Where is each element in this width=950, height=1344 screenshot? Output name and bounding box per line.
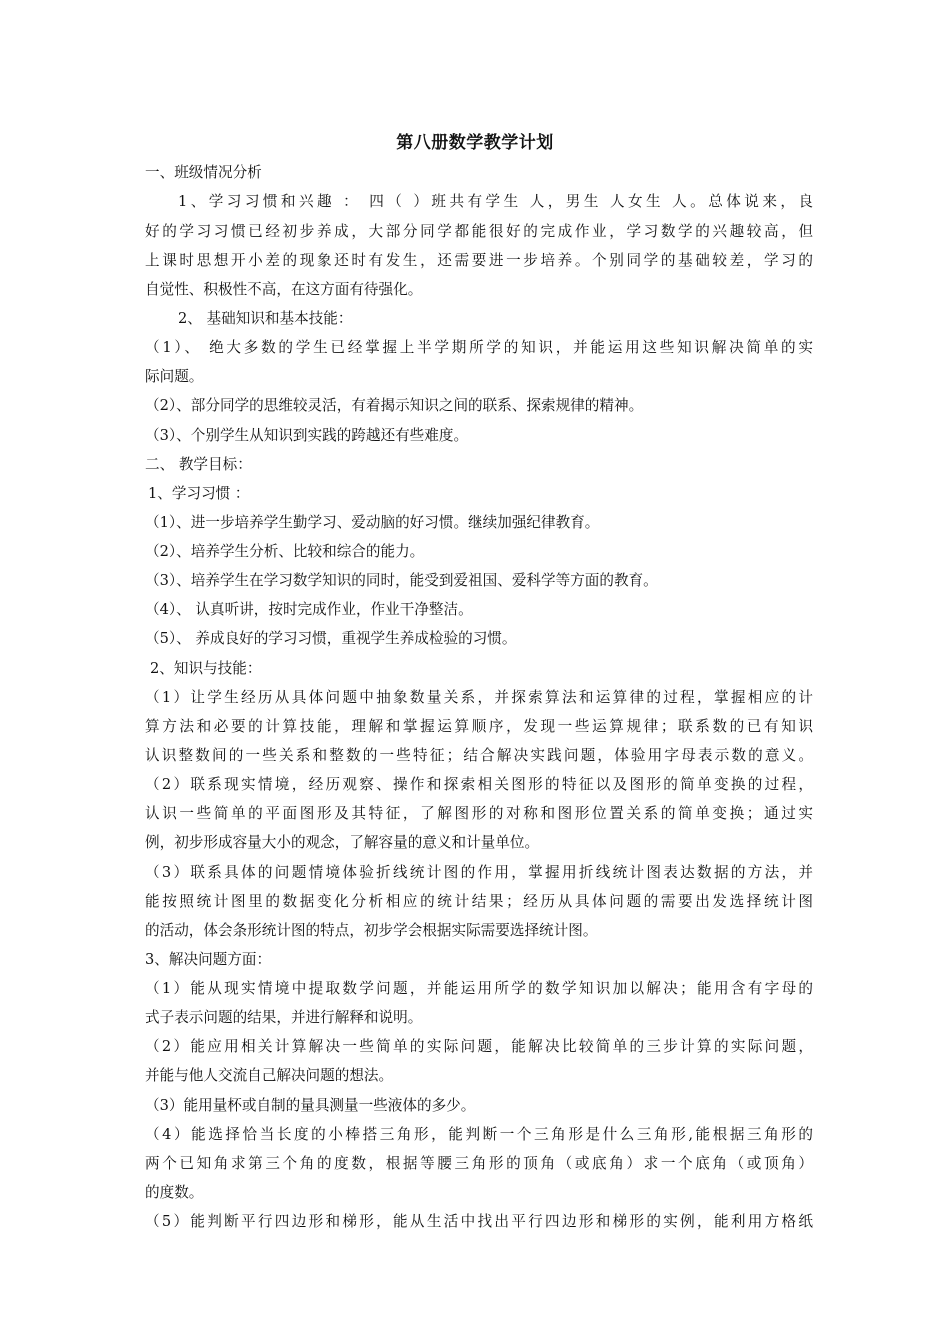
paragraph-line: （2）能应用相关计算解决一些简单的实际问题，能解决比较简单的三步计算的实际问题，	[145, 1038, 813, 1055]
paragraph-line: 认识一些简单的平面图形及其特征，了解图形的对称和图形位置关系的简单变换；通过实	[145, 805, 813, 822]
paragraph-line: （1）让学生经历从具体问题中抽象数量关系，并探索算法和运算律的过程，掌握相应的计	[145, 689, 813, 706]
paragraph-line: （2）联系现实情境，经历观察、操作和探索相关图形的特征以及图形的简单变换的过程，	[145, 776, 813, 793]
paragraph-line: 式子表示问题的结果，并进行解释和说明。	[145, 1009, 423, 1026]
paragraph-line: 例，初步形成容量大小的观念，了解容量的意义和计量单位。	[145, 834, 540, 851]
section-heading: 一、班级情况分析	[145, 164, 262, 181]
subsection-heading: 3、解决问题方面：	[145, 951, 272, 968]
subsection-heading: 2、知识与技能：	[150, 660, 262, 677]
paragraph-line: （4）、 认真听讲，按时完成作业，作业干净整洁。	[145, 601, 473, 618]
document-title: 第八册数学教学计划	[396, 133, 554, 153]
paragraph-line: （1）、 绝大多数的学生已经掌握上半学期所学的知识，并能运用这些知识解决简单的实	[145, 339, 813, 356]
paragraph-line: 好的学习习惯已经初步养成，大部分同学都能很好的完成作业，学习数学的兴趣较高，但	[145, 223, 813, 240]
section-heading: 二、 教学目标：	[145, 456, 252, 473]
subsection-heading: 1、学习习惯 ：	[148, 485, 250, 502]
paragraph-line: 的活动，体会条形统计图的特点，初步学会根据实际需要选择统计图。	[145, 922, 598, 939]
paragraph-line: （3）联系具体的问题情境体验折线统计图的作用，掌握用折线统计图表达数据的方法，并	[145, 864, 813, 881]
subsection-heading: 2、 基础知识和基本技能：	[178, 310, 353, 327]
paragraph-line: （1）能从现实情境中提取数学问题，并能运用所学的数学知识加以解决；能用含有字母的	[145, 980, 813, 997]
paragraph-line: （3）能用量杯或自制的量具测量一些液体的多少。	[145, 1097, 476, 1114]
paragraph-line: 能按照统计图里的数据变化分析相应的统计结果；经历从具体问题的需要出发选择统计图	[145, 893, 813, 910]
paragraph-line: （3）、培养学生在学习数学知识的同时，能受到爱祖国、爱科学等方面的教育。	[145, 572, 658, 589]
paragraph-line: 算方法和必要的计算技能，理解和掌握运算顺序，发现一些运算规律；联系数的已有知识	[145, 718, 813, 735]
paragraph-line: （2）、部分同学的思维较灵活，有着揭示知识之间的联系、探索规律的精神。	[145, 397, 644, 414]
paragraph-line: （5）能判断平行四边形和梯形，能从生活中找出平行四边形和梯形的实例，能利用方格纸	[145, 1213, 813, 1230]
paragraph-line: （3）、个别学生从知识到实践的跨越还有些难度。	[145, 427, 469, 444]
paragraph-line: 际问题。	[145, 368, 204, 385]
paragraph-line: 上课时思想开小差的现象还时有发生，还需要进一步培养。个别同学的基础较差，学习的	[145, 252, 813, 269]
paragraph-line: （4）能选择恰当长度的小棒搭三角形，能判断一个三角形是什么三角形,能根据三角形的	[145, 1126, 813, 1143]
paragraph-line: 两个已知角求第三个角的度数，根据等腰三角形的顶角（或底角）求一个底角（或顶角）	[145, 1155, 813, 1172]
paragraph-line: 自觉性、积极性不高，在这方面有待强化。	[145, 281, 423, 298]
paragraph-line: （2）、培养学生分析、比较和综合的能力。	[145, 543, 425, 560]
paragraph-line: （5）、 养成良好的学习习惯，重视学生养成检验的习惯。	[145, 630, 517, 647]
paragraph-line: 认识整数间的一些关系和整数的一些特征；结合解决实践问题，体验用字母表示数的意义。	[145, 747, 813, 764]
paragraph-line: 并能与他人交流自己解决问题的想法。	[145, 1067, 394, 1084]
paragraph-line: 的度数。	[145, 1184, 204, 1201]
paragraph-line: （1）、进一步培养学生勤学习、爱动脑的好习惯。继续加强纪律教育。	[145, 514, 600, 531]
paragraph-line: 1、学习习惯和兴趣 ： 四（ ）班共有学生 人，男生 人女生 人。总体说来，良	[178, 193, 813, 210]
